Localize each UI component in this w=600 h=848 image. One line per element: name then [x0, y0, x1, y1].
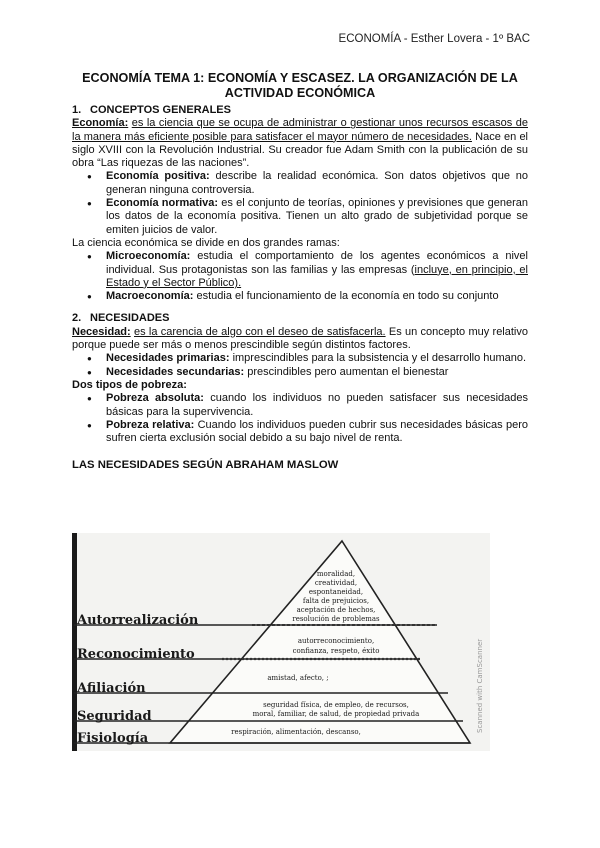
maslow-title: LAS NECESIDADES SEGÚN ABRAHAM MASLOW	[72, 459, 339, 472]
seg-text: seguridad física, de empleo, de recursos,	[263, 701, 409, 709]
level-label: Reconocimiento	[77, 647, 195, 662]
list-item: ● Macroeconomía: estudia el funcionamiento de la economía en todo su conjunto	[72, 290, 528, 303]
scanner-watermark: Scanned with CamScanner	[476, 638, 484, 733]
top-text: moralidad,	[316, 570, 356, 578]
page-header: ECONOMÍA - Esther Lovera - 1º BAC	[338, 33, 530, 45]
list-item: ● Economía positiva: describe la realidad económica. Son datos objetivos que no generan ninguna controversia.	[72, 170, 528, 197]
pobreza-list	[72, 392, 528, 445]
level-label: Fisiología	[77, 731, 149, 746]
economia-types-list	[72, 170, 528, 236]
list-item: ● Necesidades secundarias: prescindibles pero aumentan el bienestar	[72, 366, 528, 379]
section-heading-necesidades: 2. NECESIDADES	[72, 312, 170, 325]
necesidades-list	[72, 352, 528, 379]
section-heading-conceptos: 1. CONCEPTOS GENERALES	[72, 104, 231, 116]
document-body	[72, 71, 528, 473]
top-text: aceptación de hechos,	[296, 606, 376, 614]
list-item: ● Economía normativa: es el conjunto de teorías, opiniones y previsiones que generan los datos de la economía positiva. Tienen un alto grado de subjetividad porque se emiten juicios de valor.	[72, 197, 528, 237]
list-item: ● Necesidades primarias: imprescindibles para la subsistencia y el desarrollo humano.	[72, 352, 528, 365]
top-text: espontaneidad,	[308, 588, 364, 596]
definition-necesidad: Necesidad: es la carencia de algo con el deseo de satisfacerla. Es un concepto muy relativo porque puede ser más o menos prescindible según distintos factores.	[72, 325, 528, 352]
pobreza-heading: Dos tipos de pobreza:	[72, 378, 187, 391]
top-text: creatividad,	[314, 579, 358, 587]
ramas-list	[72, 250, 528, 303]
definition-economia: Economía: es la ciencia que se ocupa de administrar o gestionar unos recursos escasos de la manera más eficiente posible para satisfacer el mayor número de necesidades. Nace en el siglo XVIII con la Revolución Industrial. Su creador fue Adam Smith con la publicación de su obra “Las riquezas de las naciones”.	[72, 117, 529, 170]
top-text: resolución de problemas	[292, 615, 380, 623]
top-text: falta de prejuicios,	[302, 597, 370, 605]
level-label: Seguridad	[77, 709, 152, 724]
rec-text: autorreconocimiento,	[297, 637, 375, 645]
list-item: ● Pobreza absoluta: cuando los individuos no pueden satisfacer sus necesidades básicas para la supervivencia.	[72, 392, 528, 419]
fis-text: respiración, alimentación, descanso,	[231, 728, 361, 736]
seg-text: moral, familiar, de salud, de propiedad privada	[252, 710, 420, 718]
rec-text: confianza, respeto, éxito	[292, 647, 380, 655]
level-label: Autorrealización	[77, 613, 199, 628]
afi-text: amistad, afecto, ;	[267, 674, 329, 682]
ramas-text: La ciencia económica se divide en dos grandes ramas:	[72, 236, 340, 249]
list-item: ● Microeconomía: estudia el comportamiento de los agentes económicos a nivel individual. Sus protagonistas son las familias y las empresas (incluye, en principio, el Estado y el Sector Público).	[72, 250, 528, 290]
list-item: ● Pobreza relativa: Cuando los individuos pueden cubrir sus necesidades básicas pero sufren cierta exclusión social debido a su bajo nivel de renta.	[72, 419, 528, 446]
maslow-pyramid-figure	[72, 533, 490, 751]
level-label: Afiliación	[77, 681, 146, 696]
document-title: ECONOMÍA TEMA 1: ECONOMÍA Y ESCASEZ. LA ORGANIZACIÓN DE LA ACTIVIDAD ECONÓMICA	[82, 71, 518, 100]
